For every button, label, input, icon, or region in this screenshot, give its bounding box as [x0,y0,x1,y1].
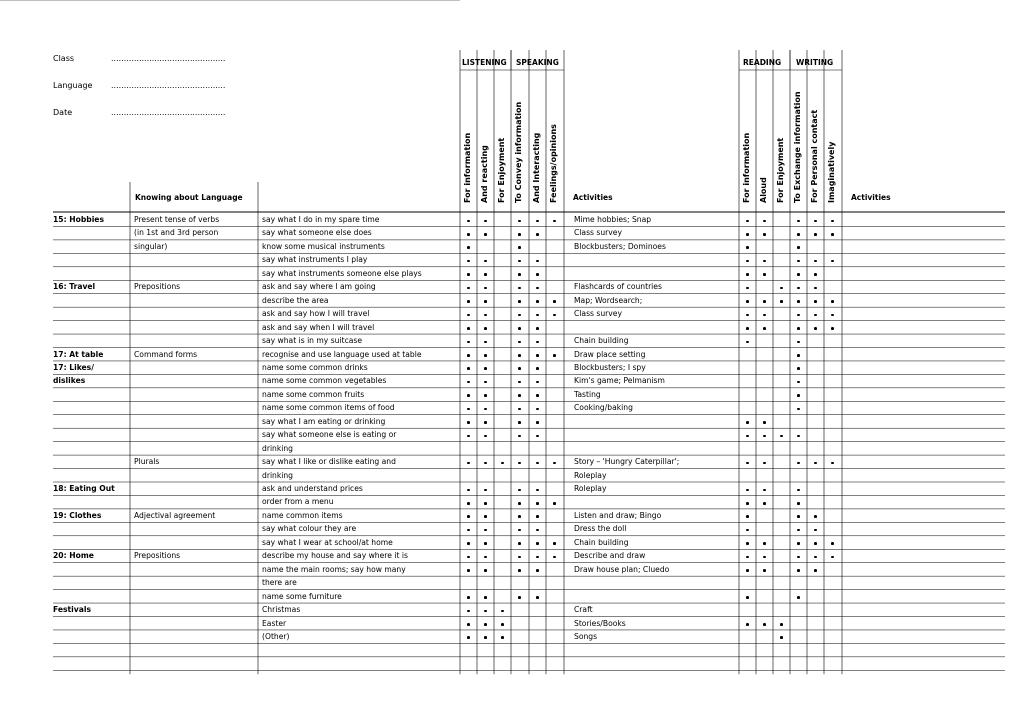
activity-cell: Describe and draw [574,551,646,561]
ls-check-bullet [467,354,470,357]
description-cell: ask and say where I am going [262,282,376,292]
activity-cell: Songs [574,631,598,641]
ls-check-bullet [536,273,539,276]
rw-check-bullet [831,542,834,545]
activity-cell: Draw place setting [574,349,646,359]
rw-check-bullet [780,435,783,438]
ls-check-bullet [467,246,470,249]
rw-check-bullet [746,623,749,626]
rw-check-bullet [797,273,800,276]
ls-check-bullet [467,435,470,438]
ls-check-bullet [518,314,521,317]
rw-check-bullet [746,515,749,518]
ls-check-bullet [484,300,487,303]
description-cell: say what instruments someone else plays [262,268,422,278]
ls-check-bullet [484,542,487,545]
reading-header: READING [743,58,782,67]
class-label: Class [53,54,75,63]
ls-check-bullet [536,233,539,236]
ls-check-bullet [467,394,470,397]
description-cell: Easter [262,618,287,628]
topic-cell: 17: Likes/ [53,362,94,372]
language-cell: Plurals [134,457,160,467]
rw-check-bullet [746,596,749,599]
rw-check-bullet [797,542,800,545]
topic-cell: 16: Travel [53,282,96,292]
rw-check-bullet [797,327,800,330]
topic-cell: 19: Clothes [53,510,102,520]
ls-check-bullet [536,515,539,518]
description-cell: say what someone else is eating or [262,430,397,440]
ls-check-bullet [518,435,521,438]
rw-check-bullet [814,515,817,518]
rw-check-bullet [814,300,817,303]
ls-check-bullet [484,421,487,424]
rw-check-bullet [746,462,749,465]
ls-check-bullet [553,314,556,317]
language-cell: Prepositions [134,282,181,292]
rw-check-bullet [831,233,834,236]
date-dots: ............................................. [111,108,226,117]
description-cell: say what I do in my spare time [262,215,380,224]
activity-cell: Stories/Books [574,618,626,628]
ls-check-bullet [484,341,487,344]
description-cell: say what colour they are [262,524,357,534]
rw-check-bullet [797,502,800,505]
language-cell: Prepositions [134,551,181,561]
ls-check-bullet [501,610,504,613]
listening-speaking-col-header: And Interacting [532,132,541,203]
rw-check-bullet [746,341,749,344]
rw-check-bullet [746,489,749,492]
ls-check-bullet [536,394,539,397]
rw-check-bullet [763,300,766,303]
ls-check-bullet [536,489,539,492]
rw-check-bullet [746,542,749,545]
reading-writing-col-header: For Personal contact [810,109,819,203]
rw-check-bullet [763,314,766,317]
description-cell: name some common drinks [262,362,368,372]
rw-check-bullet [763,556,766,559]
ls-check-bullet [467,502,470,505]
rw-check-bullet [814,556,817,559]
ls-check-bullet [484,462,487,465]
ls-check-bullet [553,556,556,559]
ls-check-bullet [467,421,470,424]
language-label: Language [53,81,93,90]
rw-check-bullet [763,273,766,276]
ls-check-bullet [518,220,521,223]
ls-check-bullet [518,542,521,545]
rw-check-bullet [797,287,800,290]
rw-check-bullet [797,569,800,572]
ls-check-bullet [484,435,487,438]
activity-cell: Chain building [574,336,629,346]
ls-check-bullet [553,462,556,465]
ls-check-bullet [518,394,521,397]
language-cell: Command forms [134,349,198,359]
rw-check-bullet [831,556,834,559]
listening-header: LISTENING [462,58,507,67]
description-cell: ask and understand prices [262,484,363,493]
description-cell: name some furniture [262,591,342,601]
activity-cell: Mime hobbies; Snap [574,215,652,224]
rw-check-bullet [780,636,783,639]
ls-check-bullet [536,220,539,223]
description-cell: drinking [262,443,294,453]
rw-check-bullet [814,314,817,317]
description-cell: say what is in my suitcase [262,336,363,346]
reading-writing-col-header: To Exchange information [793,91,802,203]
rw-check-bullet [763,421,766,424]
ls-check-bullet [536,300,539,303]
activity-cell: Kim's game; Pelmanism [574,376,665,386]
rw-check-bullet [814,462,817,465]
ls-check-bullet [484,354,487,357]
rw-check-bullet [797,246,800,249]
rw-check-bullet [763,502,766,505]
date-label: Date [53,108,73,117]
description-cell: describe the area [262,295,329,305]
ls-check-bullet [467,569,470,572]
rw-check-bullet [763,489,766,492]
ls-check-bullet [467,273,470,276]
rw-check-bullet [763,569,766,572]
rw-check-bullet [797,435,800,438]
description-cell: know some musical instruments [262,241,385,251]
language-cell: Adjectival agreement [134,510,216,520]
activity-cell: Dress the doll [574,524,627,534]
ls-check-bullet [518,515,521,518]
rw-check-bullet [797,300,800,303]
ls-check-bullet [518,354,521,357]
ls-check-bullet [518,233,521,236]
activity-cell: Tasting [574,389,601,399]
ls-check-bullet [536,287,539,290]
rw-check-bullet [814,327,817,330]
rw-check-bullet [763,623,766,626]
activity-cell: Story – 'Hungry Caterpillar'; [574,457,680,467]
ls-check-bullet [518,273,521,276]
description-cell: name some common items of food [262,403,395,413]
rw-check-bullet [814,233,817,236]
description-cell: say what I am eating or drinking [262,416,386,426]
activity-cell: Roleplay [574,470,607,480]
ls-check-bullet [484,502,487,505]
activity-cell: Listen and draw; Bingo [574,510,662,520]
rw-check-bullet [797,314,800,317]
ls-check-bullet [484,220,487,223]
description-cell: there are [262,578,297,588]
ls-check-bullet [536,596,539,599]
ls-check-bullet [553,542,556,545]
ls-check-bullet [518,246,521,249]
rw-check-bullet [780,623,783,626]
reading-writing-col-header: For information [742,132,751,203]
description-cell: drinking [262,470,294,480]
rw-check-bullet [780,287,783,290]
ls-check-bullet [484,233,487,236]
ls-check-bullet [518,569,521,572]
ls-check-bullet [518,421,521,424]
activities-header: Activities [573,193,613,202]
description-cell: say what I like or dislike eating and [262,457,396,467]
description-cell: order from a menu [262,497,334,507]
rw-check-bullet [746,300,749,303]
ls-check-bullet [484,610,487,613]
ls-check-bullet [518,502,521,505]
rw-check-bullet [763,542,766,545]
rw-check-bullet [797,515,800,518]
rw-check-bullet [797,596,800,599]
topic-cell: Festivals [53,605,91,615]
ls-check-bullet [467,610,470,613]
rw-check-bullet [746,327,749,330]
ls-check-bullet [467,233,470,236]
reading-writing-col-header: For Enjoyment [776,137,785,203]
activity-cell: Map; Wordsearch; [574,295,643,305]
activity-cell: Blockbusters; Dominoes [574,241,666,251]
ls-check-bullet [536,327,539,330]
ls-check-bullet [536,421,539,424]
ls-check-bullet [518,341,521,344]
rw-check-bullet [797,462,800,465]
ls-check-bullet [467,515,470,518]
speaking-header: SPEAKING [516,58,559,67]
rw-check-bullet [797,556,800,559]
description-cell: (Other) [262,631,290,641]
ls-check-bullet [536,569,539,572]
rw-check-bullet [763,327,766,330]
rw-check-bullet [780,300,783,303]
ls-check-bullet [553,502,556,505]
rw-check-bullet [746,233,749,236]
ls-check-bullet [518,300,521,303]
ls-check-bullet [484,636,487,639]
ls-check-bullet [484,489,487,492]
reading-writing-col-header: Aloud [759,177,768,203]
ls-check-bullet [501,623,504,626]
ls-check-bullet [518,489,521,492]
language-cell: (in 1st and 3rd person [134,228,219,238]
ls-check-bullet [484,314,487,317]
ls-check-bullet [484,273,487,276]
rw-check-bullet [814,273,817,276]
rw-check-bullet [763,462,766,465]
rw-check-bullet [763,435,766,438]
rw-check-bullet [746,435,749,438]
ls-check-bullet [467,300,470,303]
listening-speaking-col-header: Feelings/opinions [549,124,558,203]
topic-cell: 20: Home [53,551,94,561]
ls-check-bullet [467,489,470,492]
ls-check-bullet [484,327,487,330]
description-cell: name some common fruits [262,389,365,399]
activity-cell: Roleplay [574,484,607,493]
description-cell: say what I wear at school/at home [262,537,393,547]
rw-check-bullet [831,314,834,317]
topic-cell: 15: Hobbies [53,215,104,224]
rw-check-bullet [797,341,800,344]
ls-check-bullet [484,287,487,290]
ls-check-bullet [467,287,470,290]
activity-cell: Blockbusters; I spy [574,362,646,372]
activity-cell: Cooking/baking [574,403,633,413]
ls-check-bullet [553,220,556,223]
ls-check-bullet [536,367,539,370]
ls-check-bullet [536,542,539,545]
ls-check-bullet [553,300,556,303]
ls-check-bullet [467,220,470,223]
ls-check-bullet [518,367,521,370]
topic-cell: 18: Eating Out [53,484,115,493]
description-cell: name some common vegetables [262,376,387,386]
ls-check-bullet [467,542,470,545]
ls-check-bullet [518,462,521,465]
rw-check-bullet [746,421,749,424]
rw-check-bullet [763,233,766,236]
ls-check-bullet [484,556,487,559]
ls-check-bullet [536,502,539,505]
description-cell: say what instruments I play [262,255,368,265]
rw-check-bullet [746,502,749,505]
ls-check-bullet [467,367,470,370]
rw-check-bullet [814,220,817,223]
rw-check-bullet [746,273,749,276]
activity-cell: Craft [574,605,593,615]
rw-check-bullet [746,220,749,223]
description-cell: name common items [262,510,343,520]
ls-check-bullet [518,556,521,559]
ls-check-bullet [484,394,487,397]
ls-check-bullet [484,515,487,518]
ls-check-bullet [467,341,470,344]
rw-check-bullet [831,220,834,223]
ls-check-bullet [467,327,470,330]
ls-check-bullet [536,341,539,344]
rw-check-bullet [797,220,800,223]
listening-speaking-col-header: And reacting [480,145,489,203]
ls-check-bullet [467,596,470,599]
ls-check-bullet [484,623,487,626]
ls-check-bullet [553,354,556,357]
rw-check-bullet [797,394,800,397]
reading-writing-col-header: Imaginatively [827,141,836,203]
ls-check-bullet [501,636,504,639]
rw-check-bullet [797,354,800,357]
ls-check-bullet [467,636,470,639]
description-cell: recognise and use language used at table [262,349,422,359]
activity-cell: Draw house plan; Cluedo [574,564,670,574]
class-dots: ............................................. [111,54,226,63]
ls-check-bullet [484,569,487,572]
rw-check-bullet [746,246,749,249]
ls-check-bullet [536,462,539,465]
activity-cell: Class survey [574,309,622,319]
description-cell: name the main rooms; say how many [262,564,406,574]
description-cell: Christmas [262,605,301,615]
rw-check-bullet [746,287,749,290]
ls-check-bullet [536,556,539,559]
topic-cell: 17: At table [53,349,104,359]
knowing-about-language-header: Knowing about Language [135,193,243,202]
activity-cell: Chain building [574,537,629,547]
listening-speaking-col-header: For Enjoyment [497,137,506,203]
ls-check-bullet [536,354,539,357]
ls-check-bullet [536,314,539,317]
activities-header-2: Activities [851,193,891,202]
rw-check-bullet [814,287,817,290]
writing-header: WRITING [796,58,834,67]
rw-check-bullet [831,462,834,465]
rw-check-bullet [797,489,800,492]
listening-speaking-col-header: For information [463,132,472,203]
description-cell: say what someone else does [262,228,372,238]
activity-cell: Flashcards of countries [574,282,662,292]
rw-check-bullet [746,556,749,559]
activity-cell: Class survey [574,228,622,238]
description-cell: ask and say when I will travel [262,322,375,332]
description-cell: describe my house and say where it is [262,551,408,561]
listening-speaking-col-header: To Convey information [514,101,523,203]
ls-check-bullet [518,287,521,290]
rw-check-bullet [831,300,834,303]
rw-check-bullet [797,233,800,236]
language-cell: Present tense of verbs [134,215,220,224]
rw-check-bullet [746,569,749,572]
ls-check-bullet [467,462,470,465]
language-cell: singular) [134,241,168,251]
ls-check-bullet [467,314,470,317]
ls-check-bullet [518,327,521,330]
ls-check-bullet [501,462,504,465]
ls-check-bullet [536,435,539,438]
ls-check-bullet [518,596,521,599]
rw-check-bullet [831,327,834,330]
ls-check-bullet [484,367,487,370]
rw-check-bullet [814,569,817,572]
description-cell: ask and say how I will travel [262,309,370,319]
ls-check-bullet [467,623,470,626]
rw-check-bullet [814,542,817,545]
language-dots: ............................................. [111,81,226,90]
ls-check-bullet [484,596,487,599]
topic-cell: dislikes [53,376,86,386]
rw-check-bullet [763,220,766,223]
ls-check-bullet [467,556,470,559]
rw-check-bullet [797,367,800,370]
rw-check-bullet [746,314,749,317]
